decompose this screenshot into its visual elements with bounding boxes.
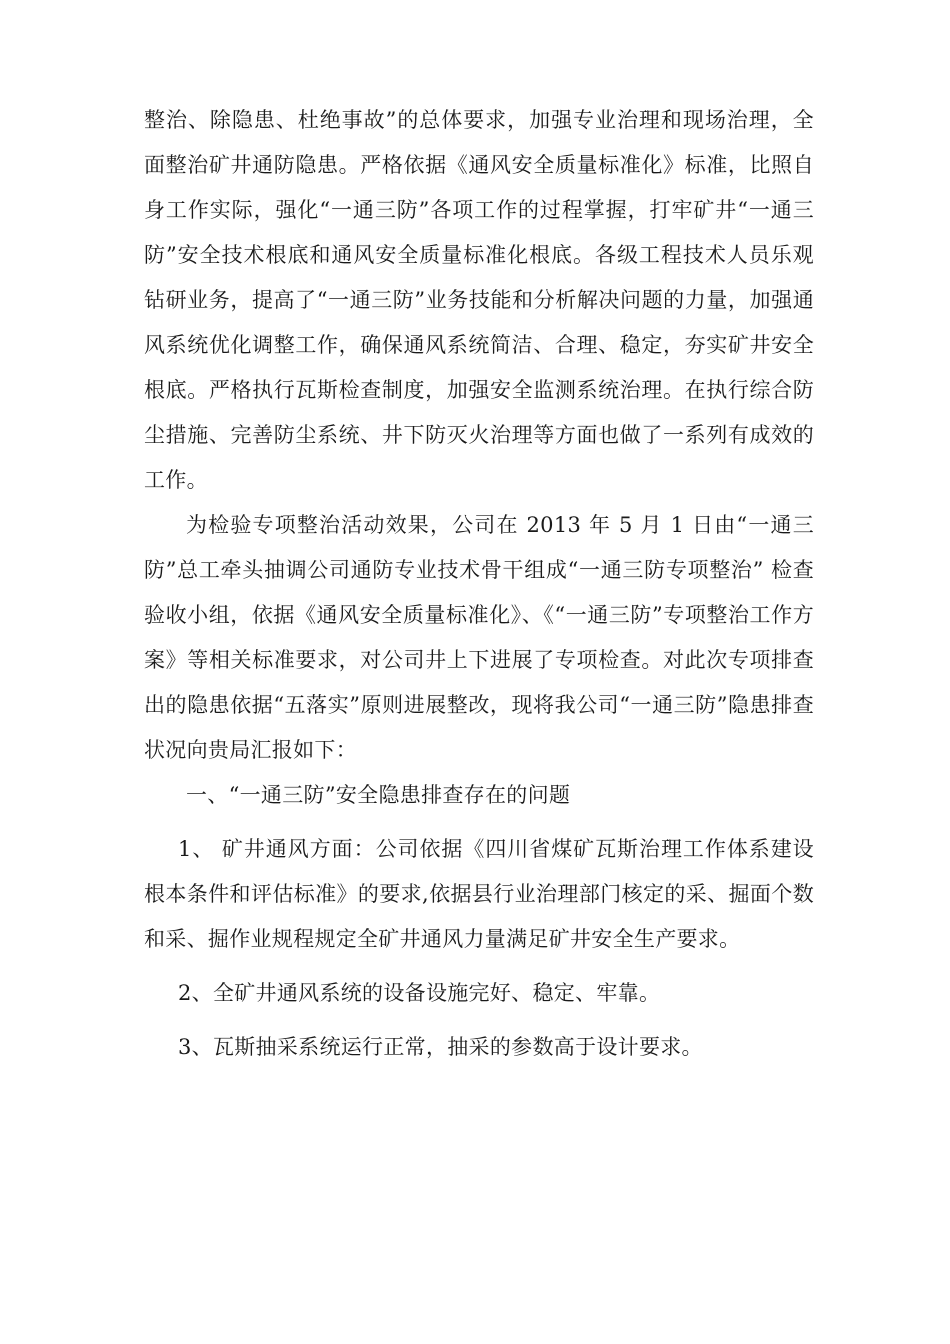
paragraph-summary: 整治、除隐患、杜绝事故”的总体要求，加强专业治理和现场治理，全面整治矿井通防隐患。严格依据《通风安全质量标准化》标准，比照自身工作实际，强化“一通三防”各项工作的过程掌握，打牢矿井“一通三防”安全技术根底和通风安全质量标准化根底。各级工程技术人员乐观钻研业务，提高了“一通三防”业务技能和分析解决问题的力量，加强通风系统优化调整工作，确保通风系统简洁、合理、稳定，夯实矿井安全根底。严格执行瓦斯检查制度，加强安全监测系统治理。在执行综合防尘措施、完善防尘系统、井下防灭火治理等方面也做了一系列有成效的工作。	[144, 108, 814, 492]
list-item-gas-drainage: 3、瓦斯抽采系统运行正常，抽采的参数高于设计要求。	[178, 1035, 703, 1059]
list-item-ventilation: 1、 矿井通风方面：公司依据《四川省煤矿瓦斯治理工作体系建设根本条件和评估标准》的要求,依据县行业治理部门核定的采、掘面个数和采、掘作业规程规定全矿井通风力量满足矿井安全生产要求。	[144, 837, 814, 951]
section-heading: 一、“一通三防”安全隐患排查存在的问题	[186, 783, 571, 807]
document-body	[144, 98, 814, 1070]
paragraph-inspection: 为检验专项整治活动效果，公司在 2013 年 5 月 1 日由“一通三防”总工牵头抽调公司通防专业技术骨干组成“一通三防专项整治” 检查验收小组，依据《通风安全质量标准化》、《“一通三防”专项整治工作方案》等相关标准要求，对公司井上下进展了专项检查。对此次专项排查出的隐患依据“五落实”原则进展整改，现将我公司“一通三防”隐患排查状况向贵局汇报如下：	[144, 513, 814, 762]
list-item-equipment: 2、全矿井通风系统的设备设施完好、稳定、牢靠。	[178, 981, 661, 1005]
